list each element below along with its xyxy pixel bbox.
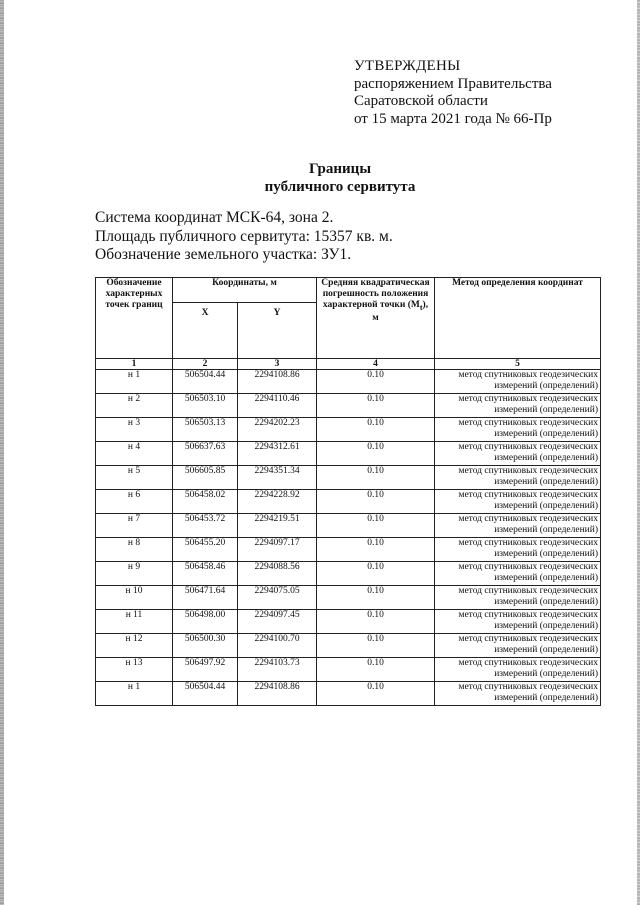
method-value: метод спутниковых геодезических измерений (определений) — [435, 562, 601, 586]
table-row — [96, 610, 601, 634]
method-value: метод спутниковых геодезических измерений (определений) — [435, 634, 601, 658]
accuracy-value: 0.10 — [317, 490, 435, 514]
accuracy-value: 0.10 — [317, 442, 435, 466]
scan-edge-left — [0, 0, 4, 905]
accuracy-value: 0.10 — [317, 658, 435, 682]
col-number-5: 5 — [435, 359, 601, 370]
table-row — [96, 586, 601, 610]
coord-y: 2294097.45 — [238, 610, 317, 634]
accuracy-value: 0.10 — [317, 682, 435, 706]
table-row — [96, 370, 601, 394]
header-coordinates: Координаты, м — [173, 278, 317, 303]
point-label: н 4 — [96, 442, 173, 466]
coord-y: 2294088.56 — [238, 562, 317, 586]
title-line-1: Границы — [308, 161, 372, 177]
point-label: н 5 — [96, 466, 173, 490]
col-number-3: 3 — [238, 359, 317, 370]
document-info — [95, 209, 393, 265]
header-x: X — [173, 303, 238, 359]
table-row — [96, 466, 601, 490]
coord-y: 2294108.86 — [238, 682, 317, 706]
col-number-2: 2 — [173, 359, 238, 370]
point-label: н 10 — [96, 586, 173, 610]
accuracy-value: 0.10 — [317, 514, 435, 538]
point-label: н 11 — [96, 610, 173, 634]
table-row — [96, 682, 601, 706]
coordinates-table — [95, 277, 601, 706]
method-value: метод спутниковых геодезических измерений (определений) — [435, 490, 601, 514]
coord-y: 2294351.34 — [238, 466, 317, 490]
accuracy-value: 0.10 — [317, 394, 435, 418]
method-value: метод спутниковых геодезических измерений (определений) — [435, 682, 601, 706]
method-value: метод спутниковых геодезических измерений (определений) — [435, 442, 601, 466]
method-value: метод спутниковых геодезических измерений (определений) — [435, 370, 601, 394]
coord-x: 506504.44 — [173, 682, 238, 706]
approval-region: Саратовской области — [354, 93, 488, 109]
coord-y: 2294108.86 — [238, 370, 317, 394]
point-label: н 8 — [96, 538, 173, 562]
title-line-2: публичного сервитута — [264, 179, 416, 195]
table-row — [96, 538, 601, 562]
accuracy-value: 0.10 — [317, 586, 435, 610]
document-title — [0, 160, 640, 196]
method-value: метод спутниковых геодезических измерений (определений) — [435, 466, 601, 490]
accuracy-value: 0.10 — [317, 370, 435, 394]
approval-date: от 15 марта 2021 года № 66-Пр — [354, 110, 552, 127]
table-row — [96, 394, 601, 418]
approval-issuer: распоряжением Правительства — [354, 75, 552, 92]
coord-y: 2294075.05 — [238, 586, 317, 610]
table-row — [96, 490, 601, 514]
method-value: метод спутниковых геодезических измерений (определений) — [435, 658, 601, 682]
coord-x: 506458.46 — [173, 562, 238, 586]
accuracy-value: 0.10 — [317, 538, 435, 562]
coord-x: 506498.00 — [173, 610, 238, 634]
method-value: метод спутниковых геодезических измерений (определений) — [435, 538, 601, 562]
accuracy-value: 0.10 — [317, 562, 435, 586]
coord-y: 2294219.51 — [238, 514, 317, 538]
method-value: метод спутниковых геодезических измерений (определений) — [435, 610, 601, 634]
coordinate-system: Система координат МСК-64, зона 2. — [95, 209, 334, 226]
coord-x: 506503.13 — [173, 418, 238, 442]
table-row — [96, 562, 601, 586]
table-row — [96, 634, 601, 658]
servitude-area: Площадь публичного сервитута: 15357 кв. м. — [95, 227, 393, 245]
method-value: метод спутниковых геодезических измерений (определений) — [435, 586, 601, 610]
accuracy-value: 0.10 — [317, 610, 435, 634]
col-number-1: 1 — [96, 359, 173, 370]
coord-y: 2294103.73 — [238, 658, 317, 682]
accuracy-value: 0.10 — [317, 634, 435, 658]
coord-x: 506453.72 — [173, 514, 238, 538]
coord-y: 2294312.61 — [238, 442, 317, 466]
approval-heading: УТВЕРЖДЕНЫ — [354, 58, 461, 74]
coord-y: 2294110.46 — [238, 394, 317, 418]
coord-x: 506497.92 — [173, 658, 238, 682]
col-number-4: 4 — [317, 359, 435, 370]
method-value: метод спутниковых геодезических измерений (определений) — [435, 514, 601, 538]
table-row — [96, 418, 601, 442]
method-value: метод спутниковых геодезических измерений (определений) — [435, 394, 601, 418]
method-value: метод спутниковых геодезических измерений (определений) — [435, 418, 601, 442]
table-row — [96, 514, 601, 538]
accuracy-value: 0.10 — [317, 418, 435, 442]
point-label: н 13 — [96, 658, 173, 682]
header-point-label: Обозначение характерных точек границ — [96, 278, 173, 359]
coord-x: 506637.63 — [173, 442, 238, 466]
table-body — [96, 370, 601, 706]
coord-x: 506605.85 — [173, 466, 238, 490]
coord-y: 2294100.70 — [238, 634, 317, 658]
coord-x: 506455.20 — [173, 538, 238, 562]
coord-y: 2294202.23 — [238, 418, 317, 442]
coord-y: 2294228.92 — [238, 490, 317, 514]
point-label: н 3 — [96, 418, 173, 442]
coord-x: 506471.64 — [173, 586, 238, 610]
point-label: н 2 — [96, 394, 173, 418]
point-label: н 12 — [96, 634, 173, 658]
land-plot-designation: Обозначение земельного участка: ЗУ1. — [95, 246, 352, 263]
coord-x: 506500.30 — [173, 634, 238, 658]
point-label: н 1 — [96, 370, 173, 394]
coord-y: 2294097.17 — [238, 538, 317, 562]
point-label: н 1 — [96, 682, 173, 706]
point-label: н 9 — [96, 562, 173, 586]
point-label: н 6 — [96, 490, 173, 514]
header-y: Y — [238, 303, 317, 359]
coord-x: 506458.02 — [173, 490, 238, 514]
coord-x: 506503.10 — [173, 394, 238, 418]
approval-stamp — [354, 58, 552, 128]
coord-x: 506504.44 — [173, 370, 238, 394]
accuracy-value: 0.10 — [317, 466, 435, 490]
header-accuracy — [317, 278, 435, 359]
table-row — [96, 442, 601, 466]
header-method: Метод определения координат — [435, 278, 601, 359]
table-row — [96, 658, 601, 682]
header-accuracy-text: Средняя квадратическая погрешность положения характерной точки $(М_t)$, м — [321, 278, 430, 323]
point-label: н 7 — [96, 514, 173, 538]
